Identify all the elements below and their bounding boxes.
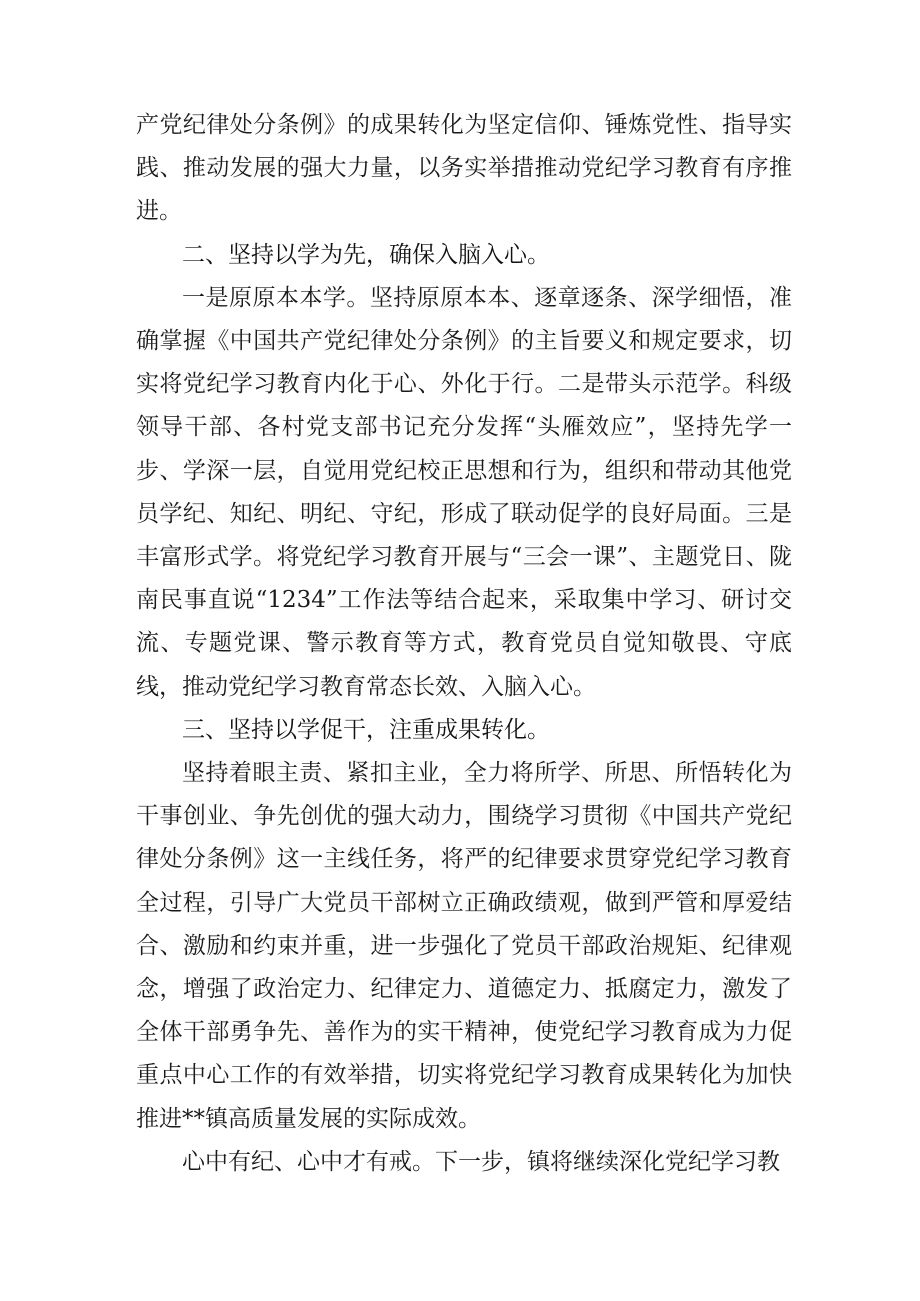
section-heading-three: 三、坚持以学促干，注重成果转化。 [182, 716, 550, 743]
paragraph-closing: 心中有纪、心中才有戒。下一步，镇将继续深化党纪学习教 [182, 1148, 780, 1175]
document-body [136, 104, 792, 1184]
paragraph-section-three: 坚持着眼主责、紧扣主业，全力将所学、所思、所悟转化为干事创业、争先创优的强大动力，围绕学习贯彻《中国共产党纪律处分条例》这一主线任务，将严的纪律要求贯穿党纪学习教育全过程，引导广大党员干部树立正确政绩观，做到严管和厚爱结合、激励和约束并重，进一步强化了党员干部政治规矩、纪律观念，增强了政治定力、纪律定力、道德定力、抵腐定力，激发了全体干部勇争先、善作为的实干精神，使党纪学习教育成为力促重点中心工作的有效举措，切实将党纪学习教育成果转化为加快推进**镇高质量发展的实际成效。 [136, 760, 792, 1132]
paragraph-intro-continuation: 产党纪律处分条例》的成果转化为坚定信仰、锤炼党性、指导实践、推动发展的强大力量，以务实举措推动党纪学习教育有序推进。 [136, 112, 792, 225]
paragraph-section-two: 一是原原本本学。坚持原原本本、逐章逐条、深学细悟，准确掌握《中国共产党纪律处分条例》的主旨要义和规定要求，切实将党纪学习教育内化于心、外化于行。二是带头示范学。科级领导干部、各村党支部书记充分发挥“头雁效应”，坚持先学一步、学深一层，自觉用党纪校正思想和行为，组织和带动其他党员学纪、知纪、明纪、守纪，形成了联动促学的良好局面。三是丰富形式学。将党纪学习教育开展与“三会一课”、主题党日、陇南民事直说“1234”工作法等结合起来，采取集中学习、研讨交流、专题党课、警示教育等方式，教育党员自觉知敬畏、守底线，推动党纪学习教育常态长效、入脑入心。 [136, 284, 792, 700]
section-heading-two: 二、坚持以学为先，确保入脑入心。 [182, 241, 550, 268]
